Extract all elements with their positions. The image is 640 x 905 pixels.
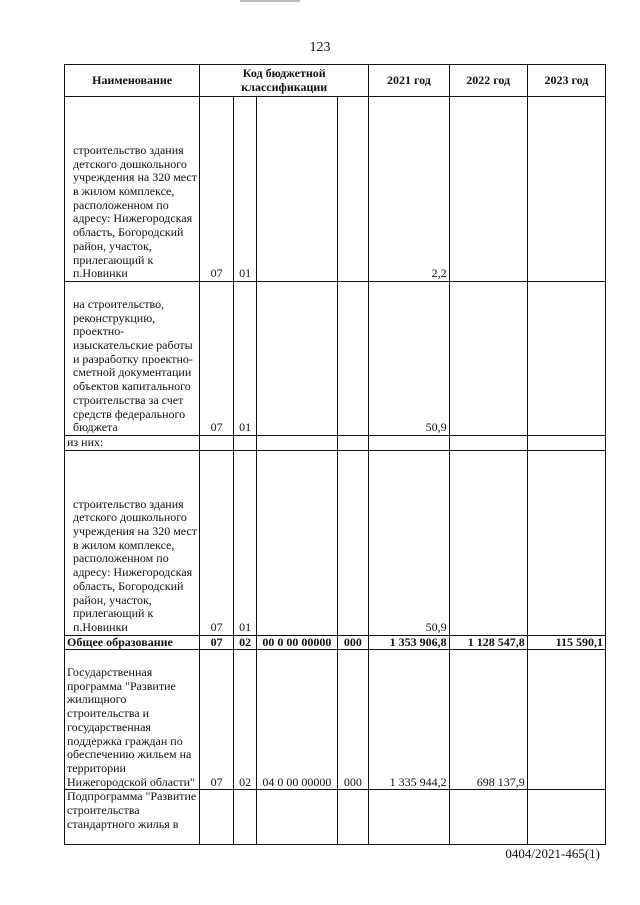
table-row	[65, 436, 606, 451]
row-value-2021	[369, 436, 449, 451]
row-subsection	[234, 436, 257, 451]
scan-artifact-mark	[240, 0, 300, 2]
row-subsection: 02	[234, 650, 257, 790]
row-expense-type	[337, 450, 369, 635]
row-expense-type	[337, 436, 369, 451]
table-row-section-total	[65, 635, 606, 650]
row-subsection: 01	[234, 450, 257, 635]
table-row	[65, 282, 606, 436]
row-section: 07	[200, 282, 234, 436]
row-value-2023	[527, 282, 605, 436]
row-subsection	[234, 790, 257, 845]
row-target-article	[257, 97, 337, 282]
row-value-2021	[369, 790, 449, 845]
header-name: Наименование	[65, 65, 200, 97]
header-2021: 2021 год	[369, 65, 449, 97]
row-value-2022: 1 128 547,8	[449, 635, 527, 650]
row-section: 07	[200, 650, 234, 790]
row-value-2021: 50,9	[369, 450, 449, 635]
row-subsection: 01	[234, 282, 257, 436]
row-section	[200, 436, 234, 451]
row-value-2021: 1 353 906,8	[369, 635, 449, 650]
row-target-article	[257, 450, 337, 635]
row-target-article	[257, 790, 337, 845]
row-name: Общее образование	[65, 635, 200, 650]
row-name: строительство здания детского дошкольного учреждения на 320 мест в жилом комплексе, расположенном по адресу: Нижегородская область, Богородский район, участок, прилегающий к п.Новинки	[65, 450, 200, 635]
row-value-2023	[527, 650, 605, 790]
row-section: 07	[200, 97, 234, 282]
row-value-2022	[449, 436, 527, 451]
row-name: строительство здания детского дошкольного учреждения на 320 мест в жилом комплексе, расположенном по адресу: Нижегородская область, Богородский район, участок, прилегающий к п.Новинки	[65, 97, 200, 282]
row-subsection: 02	[234, 635, 257, 650]
table-row	[65, 650, 606, 790]
header-2022: 2022 год	[449, 65, 527, 97]
row-value-2022	[449, 97, 527, 282]
row-target-article: 00 0 00 00000	[257, 635, 337, 650]
row-expense-type	[337, 282, 369, 436]
row-name: из них:	[65, 436, 200, 451]
row-value-2023	[527, 790, 605, 845]
row-subsection: 01	[234, 97, 257, 282]
row-name: Государственная программа "Развитие жилищного строительства и государственная поддержка граждан по обеспечению жильем на территории Нижегородской области"	[65, 650, 200, 790]
row-value-2023	[527, 450, 605, 635]
header-row	[65, 65, 606, 97]
row-value-2023: 115 590,1	[527, 635, 605, 650]
header-2023: 2023 год	[527, 65, 605, 97]
row-value-2021: 2,2	[369, 97, 449, 282]
row-name: Подпрограмма "Развитие строительства стандартного жилья в	[65, 790, 200, 845]
row-target-article	[257, 436, 337, 451]
row-value-2022: 698 137,9	[449, 650, 527, 790]
row-target-article	[257, 282, 337, 436]
row-expense-type	[337, 97, 369, 282]
row-value-2021: 50,9	[369, 282, 449, 436]
document-number: 0404/2021-465(1)	[505, 846, 600, 861]
row-expense-type: 000	[337, 650, 369, 790]
page-number: 123	[309, 40, 331, 55]
row-section: 07	[200, 635, 234, 650]
row-target-article: 04 0 00 00000	[257, 650, 337, 790]
table-row	[65, 790, 606, 845]
row-value-2022	[449, 790, 527, 845]
table-row	[65, 450, 606, 635]
row-expense-type	[337, 790, 369, 845]
row-expense-type: 000	[337, 635, 369, 650]
row-section	[200, 790, 234, 845]
budget-table	[64, 64, 606, 845]
row-value-2023	[527, 436, 605, 451]
row-section: 07	[200, 450, 234, 635]
row-value-2021: 1 335 944,2	[369, 650, 449, 790]
row-name: на строительство, реконструкцию, проектно-изыскательские работы и разработку проектно-сметной документации объектов капитального строительства за счет средств федерального бюджета	[65, 282, 200, 436]
row-value-2022	[449, 282, 527, 436]
row-value-2023	[527, 97, 605, 282]
header-code: Код бюджетной классификации	[200, 65, 369, 97]
row-value-2022	[449, 450, 527, 635]
table-row	[65, 97, 606, 282]
